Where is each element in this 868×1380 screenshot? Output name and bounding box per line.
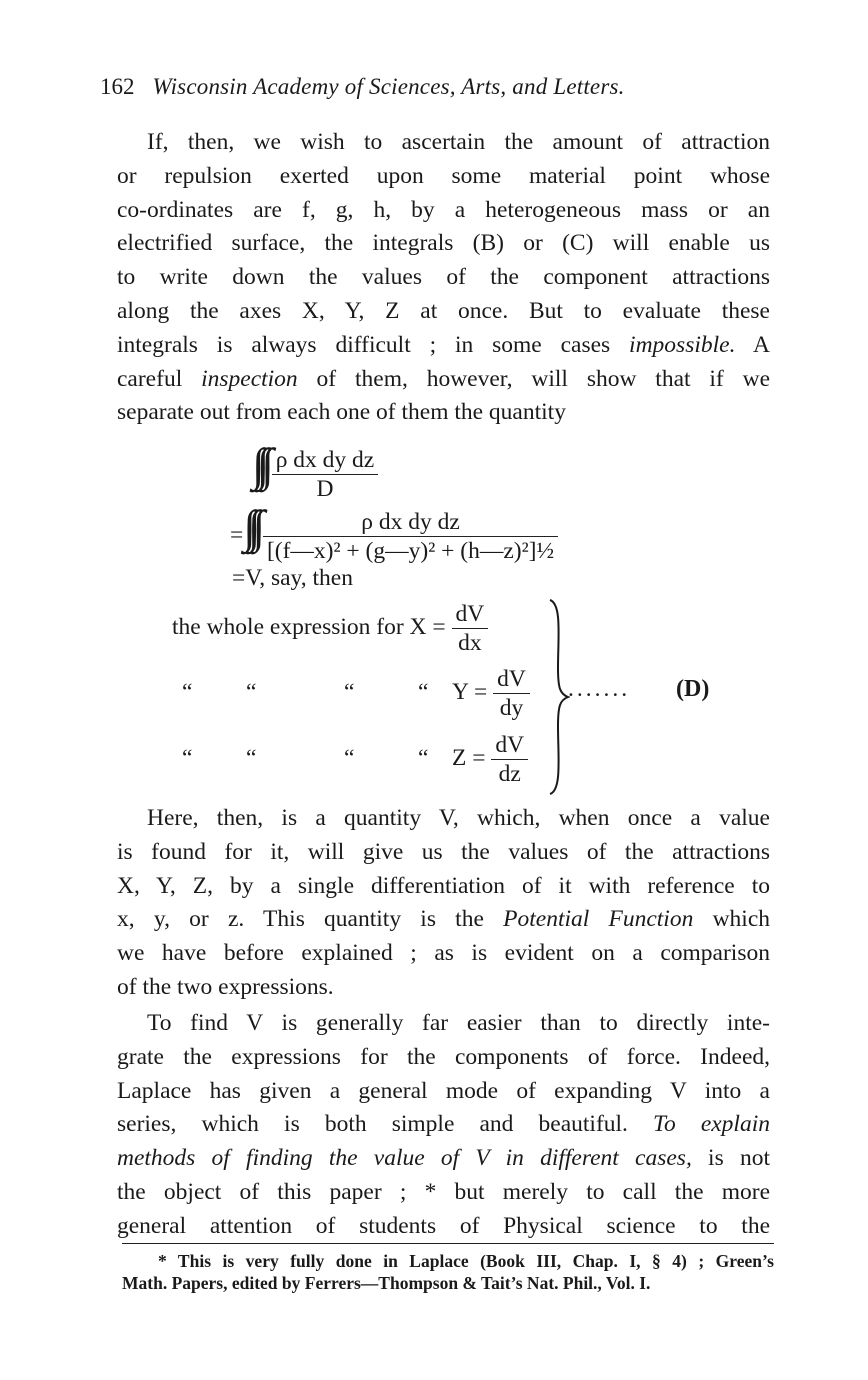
text-line: X, Y, Z, by a single differentiation of it with reference to <box>117 872 770 899</box>
triple-integral-sign: ∫∫∫ <box>243 501 258 552</box>
text-line: separate out from each one of them the quantity <box>117 399 566 426</box>
text-line: of the two expressions. <box>117 973 334 1000</box>
ditto-mark: “ <box>246 744 257 771</box>
italic-run: impossible. <box>629 331 736 358</box>
text-line: grate the expressions for the components of force. Indeed, <box>117 1043 770 1070</box>
fraction <box>263 508 558 565</box>
ditto-mark: “ <box>418 678 429 705</box>
paragraph-3 <box>117 1007 770 1244</box>
ditto-mark: “ <box>246 678 257 705</box>
text-line: the object of this paper ; * but merely to call the more <box>117 1178 770 1205</box>
italic-run: Potential Function <box>503 906 694 933</box>
journal-title: Wisconsin Academy of Sciences, Arts, and Letters. <box>152 74 625 99</box>
text-line: along the axes X, Y, Z at once. But to evaluate these <box>117 297 770 324</box>
fraction <box>491 731 528 788</box>
footnote-line: * This is very fully done in Laplace (Book III, Chap. I, § 4) ; Green’s <box>158 1251 774 1271</box>
numerator: dV <box>455 601 485 627</box>
text-line <box>117 1108 770 1142</box>
text-run: series, which is both simple and beautiful. <box>117 1111 654 1138</box>
footnote-rule <box>122 1243 774 1244</box>
fraction <box>452 600 489 657</box>
text-run: integrals is always difficult ; in some cases <box>117 331 630 358</box>
equation-label: (D) <box>676 676 710 702</box>
italic-run: To explain <box>653 1111 770 1138</box>
text-line: or repulsion exerted upon some material point whose <box>117 162 770 189</box>
text-line <box>117 363 770 397</box>
text-line <box>117 1142 770 1176</box>
numerator: dV <box>497 666 526 692</box>
equation-expanded <box>230 500 558 565</box>
text-run: which <box>693 906 770 933</box>
numerator: dV <box>495 732 525 758</box>
text-line: co-ordinates are f, g, h, by a heterogeneous mass or an <box>117 196 770 223</box>
ditto-mark: “ <box>182 678 193 705</box>
text-line: to write down the values of the component attractions <box>117 264 770 291</box>
italic-run: inspection <box>201 365 298 392</box>
text-line: Laplace has given a general mode of expanding V into a <box>117 1077 770 1104</box>
fraction <box>493 665 530 722</box>
text-line: we have before explained ; as is evident on a comparison <box>117 940 770 967</box>
leader-dots: ....... <box>568 676 631 702</box>
text-line: To find V is generally far easier than to directly inte- <box>147 1010 770 1036</box>
denominator: D <box>272 474 379 503</box>
text-run: is not <box>691 1145 770 1172</box>
text-line <box>117 329 770 363</box>
equals-sign: = <box>230 522 244 548</box>
text-line: general attention of students of Physical science to the <box>117 1212 770 1239</box>
denominator: dx <box>452 628 489 657</box>
text-line: Here, then, is a quantity V, which, when once a value <box>147 805 770 831</box>
fraction <box>272 446 379 503</box>
running-header <box>100 74 625 100</box>
denominator: dy <box>493 693 530 722</box>
equation-integral <box>252 438 378 503</box>
footnote <box>122 1250 774 1294</box>
text-run: careful <box>117 365 202 392</box>
ditto-mark: “ <box>418 744 429 771</box>
text-line <box>117 903 770 937</box>
text-line: electrified surface, the integrals (B) or (C) will enable us <box>117 230 770 257</box>
paragraph-2 <box>117 802 770 1005</box>
ditto-mark: “ <box>344 744 355 771</box>
triple-integral-sign: ∫∫∫ <box>252 439 266 490</box>
relation-y <box>182 665 530 722</box>
denominator: dz <box>491 759 528 788</box>
paragraph-1 <box>117 126 770 430</box>
equation-define-v: =V, say, then <box>232 565 353 591</box>
page-number: 162 <box>100 74 135 99</box>
text-run: x, y, or z. This quantity is the <box>117 906 504 933</box>
text-run: A <box>735 331 770 358</box>
right-brace <box>548 598 570 796</box>
relation-z <box>182 731 528 788</box>
text-run: of them, however, will show that if we <box>297 365 770 392</box>
footnote-line: Math. Papers, edited by Ferrers—Thompson & Tait’s Nat. Phil., Vol. I. <box>122 1273 651 1293</box>
numerator: ρ dx dy dz <box>275 447 375 474</box>
denominator: [(f—x)² + (g—y)² + (h—z)²]½ <box>263 536 558 565</box>
italic-run: methods of finding the value of V in different cases, <box>117 1145 692 1172</box>
text-line: If, then, we wish to ascertain the amount of attraction <box>147 129 770 155</box>
numerator: ρ dx dy dz <box>361 509 460 536</box>
relation-variable: Y = <box>452 678 488 705</box>
ditto-mark: “ <box>182 744 193 771</box>
relation-x <box>172 600 488 657</box>
relation-prefix: the whole expression for X = <box>172 613 446 640</box>
relation-variable: Z = <box>452 744 486 771</box>
ditto-mark: “ <box>344 678 355 705</box>
text-line: is found for it, will give us the values of the attractions <box>117 838 770 865</box>
